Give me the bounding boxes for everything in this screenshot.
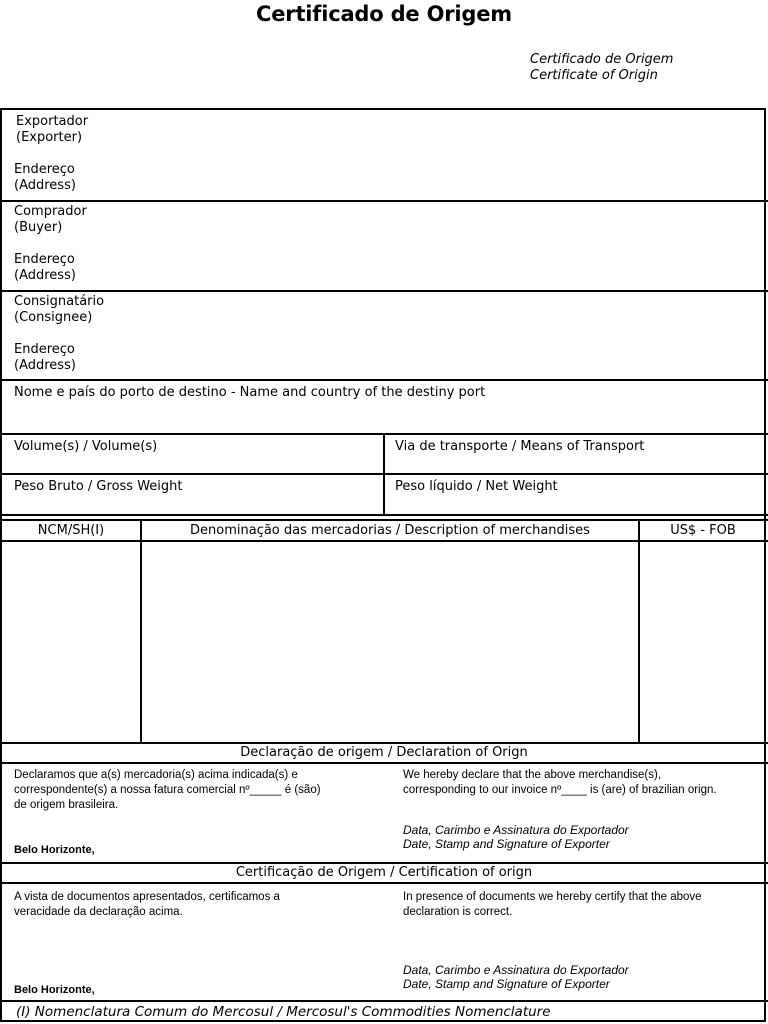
- divider: [0, 1000, 768, 1002]
- exporter-address-label: Endereço: [14, 162, 75, 177]
- declaration-signature-caption: [403, 823, 629, 851]
- divider: [0, 540, 768, 542]
- divider: [0, 762, 768, 764]
- buyer-address-label: Endereço: [14, 252, 75, 267]
- document-title: Certificado de Origem: [256, 2, 512, 26]
- signature-caption-en: Date, Stamp and Signature of Exporter: [403, 837, 610, 851]
- consignee-address-label: Endereço: [14, 342, 75, 357]
- declaration-pt-line: Declaramos que a(s) mercadoria(s) acima indicada(s) e: [14, 769, 298, 781]
- consignee-label: Consignatário: [14, 294, 105, 309]
- transport-label: Via de transporte / Means of Transport: [395, 439, 645, 454]
- exporter-label-en: (Exporter): [16, 130, 83, 145]
- exporter-address: [14, 162, 76, 194]
- signature-caption-pt: Data, Carimbo e Assinatura do Exportador: [403, 823, 629, 837]
- certification-signature-caption: [403, 963, 629, 991]
- column-divider: [638, 519, 640, 742]
- buyer-section: [14, 204, 87, 236]
- certification-pt-line: A vista de documentos apresentados, certificamos a: [14, 891, 280, 903]
- certification-title: Certificação de Origem / Certification of orign: [235, 865, 533, 880]
- divider: [0, 882, 768, 884]
- gross-weight-label: Peso Bruto / Gross Weight: [14, 479, 183, 494]
- column-header-fob: US$ - FOB: [670, 523, 736, 538]
- exporter-label: Exportador: [16, 114, 89, 129]
- declaration-en-line: corresponding to our invoice nº____ is (are) of brazilian orign.: [403, 784, 717, 796]
- declaration-text-en: [403, 768, 717, 798]
- footnote: (I) Nomenclatura Comum do Mercosul / Mercosul's Commodities Nomenclature: [16, 1004, 551, 1020]
- declaration-text-pt: [14, 768, 321, 813]
- signature-caption-en: Date, Stamp and Signature of Exporter: [403, 977, 610, 991]
- exporter-address-label-en: (Address): [14, 178, 76, 193]
- divider: [0, 200, 768, 202]
- consignee-address: [14, 342, 76, 374]
- subtitle-en: Certificate of Origin: [530, 68, 658, 83]
- divider: [0, 379, 768, 381]
- declaration-pt-line: correspondente(s) a nossa fatura comercial nº_____ é (são): [14, 784, 321, 796]
- divider: [0, 519, 768, 521]
- certification-en-line: In presence of documents we hereby certify that the above: [403, 891, 702, 903]
- buyer-label: Comprador: [14, 204, 87, 219]
- divider: [0, 514, 768, 516]
- certification-en-line: declaration is correct.: [403, 906, 513, 918]
- subtitle-pt: Certificado de Origem: [530, 52, 674, 67]
- net-weight-label: Peso líquido / Net Weight: [395, 479, 558, 494]
- certification-city: Belo Horizonte,: [14, 984, 95, 996]
- declaration-en-line: We hereby declare that the above merchandise(s),: [403, 769, 662, 781]
- column-divider: [383, 433, 385, 514]
- column-header-ncm: NCM/SH(I): [37, 523, 105, 538]
- column-header-description: Denominação das mercadorias / Description of merchandises: [190, 523, 590, 538]
- signature-caption-pt: Data, Carimbo e Assinatura do Exportador: [403, 963, 629, 977]
- divider: [0, 862, 768, 864]
- certification-text-en: [403, 890, 702, 920]
- buyer-address: [14, 252, 76, 284]
- declaration-title: Declaração de origem / Declaration of Orign: [240, 745, 528, 760]
- declaration-pt-line: de origem brasileira.: [14, 799, 119, 811]
- exporter-section: [16, 114, 88, 146]
- declaration-city: Belo Horizonte,: [14, 844, 95, 856]
- document-subtitle: [530, 52, 673, 84]
- certification-pt-line: veracidade da declaração acima.: [14, 906, 183, 918]
- divider: [0, 290, 768, 292]
- buyer-address-label-en: (Address): [14, 268, 76, 283]
- destiny-port-label: Nome e país do porto de destino - Name and country of the destiny port: [14, 385, 486, 400]
- form-frame: [0, 108, 766, 1022]
- certification-text-pt: [14, 890, 280, 920]
- divider: [0, 742, 768, 744]
- buyer-label-en: (Buyer): [14, 220, 63, 235]
- column-divider: [140, 519, 142, 742]
- volumes-label: Volume(s) / Volume(s): [14, 439, 158, 454]
- consignee-section: [14, 294, 104, 326]
- consignee-address-label-en: (Address): [14, 358, 76, 373]
- consignee-label-en: (Consignee): [14, 310, 93, 325]
